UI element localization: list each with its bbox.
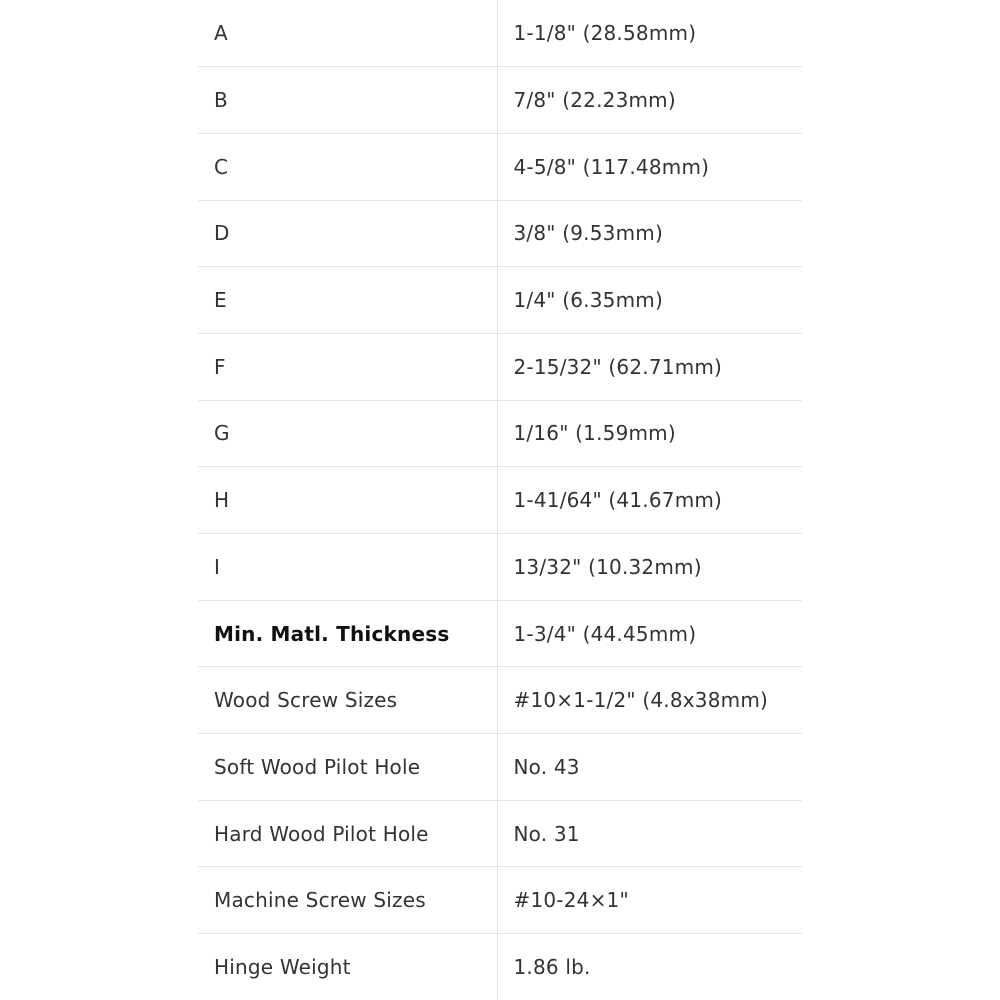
spec-label-b: B (198, 67, 497, 134)
spec-value-i: 13/32" (10.32mm) (497, 534, 802, 601)
table-row (198, 734, 802, 801)
spec-value-hinge-weight: 1.86 lb. (513, 955, 591, 980)
table-row (198, 800, 802, 867)
spec-label-f: F (198, 333, 497, 400)
spec-value-soft-wood-pilot-hole: No. 43 (497, 734, 802, 801)
spec-label-e: E (198, 267, 497, 334)
spec-label-g: G (198, 400, 497, 467)
table-row (198, 0, 802, 67)
table-row (198, 267, 802, 334)
spec-value-a: 1-1/8" (28.58mm) (497, 0, 802, 67)
spec-label-hard-wood-pilot-hole: Hard Wood Pilot Hole (198, 800, 497, 867)
spec-value-wood-screw-sizes: #10×1-1/2" (4.8x38mm) (497, 667, 802, 734)
spec-value-f: 2-15/32" (62.71mm) (497, 333, 802, 400)
spec-label-a: A (198, 0, 497, 67)
spec-value-b: 7/8" (22.23mm) (497, 67, 802, 134)
spec-value-c: 4-5/8" (117.48mm) (497, 133, 802, 200)
spec-label-min-matl-thickness: Min. Matl. Thickness (198, 600, 497, 667)
table-row (198, 934, 802, 1000)
spec-label-h: H (198, 467, 497, 534)
spec-label-i: I (198, 534, 497, 601)
table-row (198, 400, 802, 467)
spec-value-e: 1/4" (6.35mm) (497, 267, 802, 334)
spec-value-min-matl-thickness: 1-3/4" (44.45mm) (497, 600, 802, 667)
spec-value-machine-screw-sizes: #10-24×1" (497, 867, 802, 934)
table-row (198, 867, 802, 934)
spec-value-hard-wood-pilot-hole: No. 31 (497, 800, 802, 867)
spec-label-wood-screw-sizes: Wood Screw Sizes (198, 667, 497, 734)
spec-label-c: C (198, 133, 497, 200)
spec-label-d: D (198, 200, 497, 267)
spec-label-hinge-weight: Hinge Weight (198, 934, 497, 1000)
table-row (198, 67, 802, 134)
table-row (198, 200, 802, 267)
table-row (198, 667, 802, 734)
table-row (198, 467, 802, 534)
table-row (198, 333, 802, 400)
table-row (198, 600, 802, 667)
spec-label-soft-wood-pilot-hole: Soft Wood Pilot Hole (198, 734, 497, 801)
spec-label-machine-screw-sizes: Machine Screw Sizes (198, 867, 497, 934)
table-row (198, 133, 802, 200)
table-row (198, 534, 802, 601)
spec-value-g: 1/16" (1.59mm) (497, 400, 802, 467)
spec-value-d: 3/8" (9.53mm) (497, 200, 802, 267)
spec-value-h: 1-41/64" (41.67mm) (497, 467, 802, 534)
spec-table (198, 0, 802, 1000)
